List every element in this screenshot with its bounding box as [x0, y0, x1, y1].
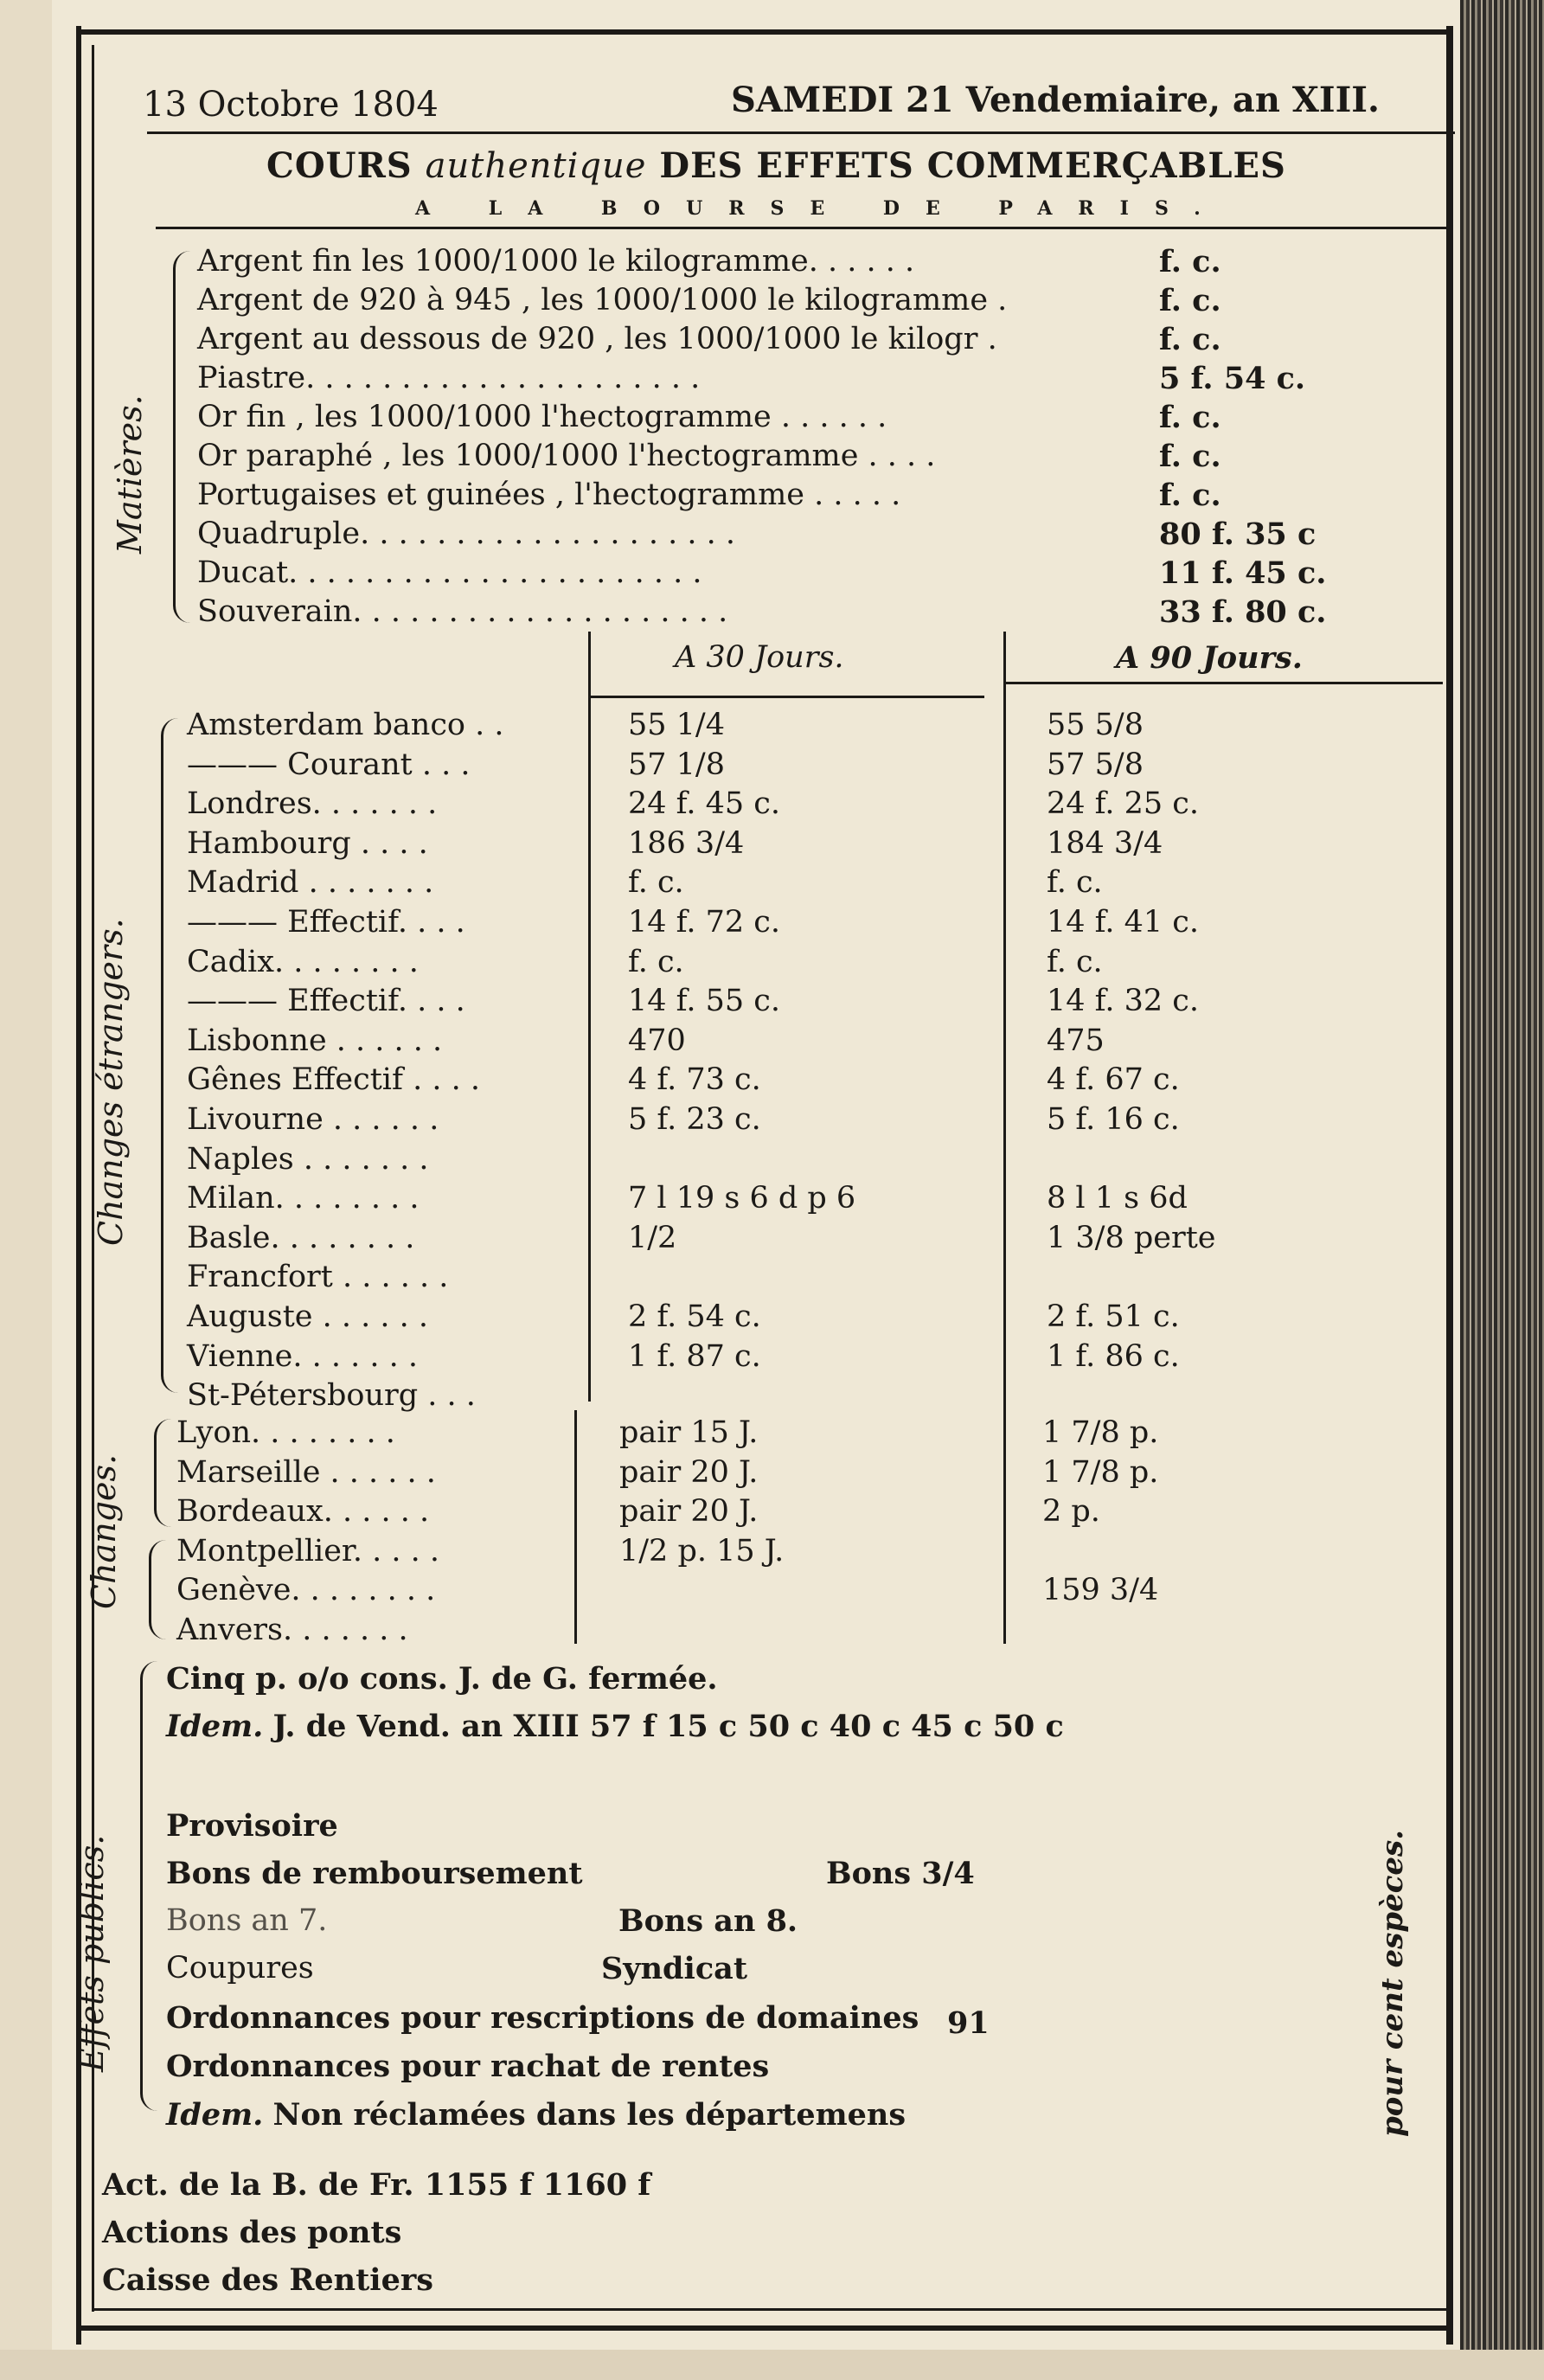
- matiere-value: 80 f. 35 c: [1159, 516, 1317, 552]
- page-bottom-margin: [0, 2350, 1544, 2380]
- effets-ordonnances-domaines: Ordonnances pour rescriptions de domaines: [166, 2000, 919, 2036]
- matiere-value: f. c.: [1159, 322, 1221, 357]
- change-etranger-30j: f. c.: [628, 944, 684, 979]
- change-30j: 1/2 p. 15 J.: [619, 1533, 785, 1568]
- change-etranger-90j: 2 f. 51 c.: [1047, 1299, 1180, 1334]
- change-etranger-30j: 4 f. 73 c.: [628, 1062, 761, 1098]
- change-etranger-label: Auguste . . . . . .: [187, 1299, 429, 1334]
- header-rule: [147, 132, 1455, 134]
- change-label: Anvers. . . . . . .: [176, 1613, 408, 1647]
- col30-header: A 30 Jours.: [675, 640, 844, 675]
- footer-caisse-rentiers: Caisse des Rentiers: [102, 2262, 434, 2298]
- brace-changes-1: [154, 1419, 172, 1527]
- change-90j: 159 3/4: [1042, 1573, 1159, 1608]
- change-etranger-90j: 14 f. 32 c.: [1047, 984, 1200, 1019]
- change-90j: 1 7/8 p.: [1042, 1454, 1159, 1490]
- col90-header-rule: [1006, 682, 1443, 684]
- side-label-changes-etrangers: Changes étrangers.: [92, 918, 130, 1246]
- page-gutter: [0, 0, 52, 2380]
- matiere-label: Argent fin les 1000/1000 le kilogramme. . . . . .: [197, 244, 915, 279]
- effets-ordonnances-rentes: Ordonnances pour rachat de rentes: [166, 2049, 770, 2084]
- matiere-value: f. c.: [1159, 439, 1221, 474]
- matiere-value: f. c.: [1159, 283, 1221, 318]
- title-rule: [156, 227, 1453, 229]
- change-etranger-label: St-Pétersbourg . . .: [187, 1378, 476, 1414]
- title-part-effets: DES EFFETS COMMERÇABLES: [659, 145, 1286, 186]
- change-etranger-30j: 470: [628, 1023, 686, 1058]
- matiere-label: Piastre. . . . . . . . . . . . . . . . . . . . .: [197, 361, 701, 395]
- effets-provisoire: Provisoire: [166, 1808, 338, 1844]
- change-etranger-90j: 1 f. 86 c.: [1047, 1338, 1180, 1374]
- change-etranger-label: Londres. . . . . . .: [187, 786, 438, 822]
- change-etranger-label: Francfort . . . . . .: [187, 1260, 449, 1295]
- change-etranger-label: Cadix. . . . . . . .: [187, 944, 419, 979]
- change-etranger-30j: 57 1/8: [628, 747, 725, 782]
- non-reclamees-text: Non réclamées dans les départemens: [272, 2097, 907, 2133]
- title-part-authentique: authentique: [425, 146, 647, 186]
- side-label-effets-publics: Effets publics.: [73, 1834, 111, 2072]
- frame-right: [1446, 26, 1453, 2345]
- change-etranger-label: Milan. . . . . . . .: [187, 1181, 420, 1216]
- change-etranger-90j: 57 5/8: [1047, 747, 1144, 782]
- change-etranger-30j: 14 f. 72 c.: [628, 905, 781, 940]
- change-etranger-30j: f. c.: [628, 865, 684, 901]
- effets-bons-an-7: Bons an 7.: [166, 1903, 328, 1938]
- change-etranger-label: Lisbonne . . . . . .: [187, 1023, 443, 1058]
- matiere-label: Argent au dessous de 920 , les 1000/1000 le kilogr .: [197, 322, 997, 356]
- side-label-matieres: Matières.: [111, 395, 149, 554]
- matiere-value: f. c.: [1159, 400, 1221, 435]
- page-title: [266, 145, 1286, 186]
- change-etranger-30j: 186 3/4: [628, 825, 745, 861]
- change-etranger-90j: 184 3/4: [1047, 825, 1163, 861]
- matiere-label: Quadruple. . . . . . . . . . . . . . . . . . . .: [197, 516, 735, 551]
- matiere-label: Or fin , les 1000/1000 l'hectogramme . . . . . .: [197, 400, 887, 434]
- change-etranger-90j: f. c.: [1047, 944, 1103, 979]
- matiere-label: Or paraphé , les 1000/1000 l'hectogramme . . . .: [197, 439, 936, 473]
- change-etranger-90j: 14 f. 41 c.: [1047, 905, 1200, 940]
- change-label: Marseille . . . . . .: [176, 1454, 436, 1490]
- effets-bons-remboursement: Bons de remboursement: [166, 1856, 583, 1891]
- effets-ordonnances-domaines-value: 91: [947, 2005, 990, 2041]
- matiere-value: 5 f. 54 c.: [1159, 361, 1306, 396]
- change-30j: pair 20 J.: [619, 1494, 759, 1530]
- effets-bons-3-4: Bons 3/4: [826, 1856, 975, 1891]
- change-label: Lyon. . . . . . . .: [176, 1415, 395, 1450]
- change-etranger-90j: 55 5/8: [1047, 708, 1144, 742]
- change-etranger-label: Naples . . . . . . .: [187, 1141, 429, 1177]
- change-etranger-90j: 475: [1047, 1023, 1105, 1058]
- effets-syndicat: Syndicat: [601, 1951, 747, 1986]
- frame-top: [76, 29, 1451, 35]
- change-etranger-90j: 4 f. 67 c.: [1047, 1062, 1180, 1098]
- matiere-label: Souverain. . . . . . . . . . . . . . . . . . . .: [197, 594, 728, 629]
- change-30j: pair 20 J.: [619, 1454, 759, 1490]
- change-etranger-90j: 8 l 1 s 6d: [1047, 1181, 1188, 1216]
- side-label-changes: Changes.: [85, 1453, 123, 1609]
- page-edges: [1460, 0, 1544, 2380]
- change-etranger-label: ——— Effectif. . . .: [187, 984, 465, 1019]
- idem-label-2: Idem.: [166, 2097, 264, 2133]
- matiere-value: f. c.: [1159, 244, 1221, 279]
- footer-actions-ponts: Actions des ponts: [102, 2215, 402, 2250]
- column-divider-left-lower: [574, 1410, 577, 1644]
- col30-header-rule: [591, 696, 984, 698]
- change-etranger-90j: f. c.: [1047, 865, 1103, 901]
- brace-matieres: [173, 251, 193, 623]
- side-label-pour-cent: pour cent espèces.: [1375, 1829, 1410, 2137]
- change-etranger-30j: 55 1/4: [628, 708, 725, 742]
- brace-changes-2: [149, 1540, 167, 1639]
- change-etranger-90j: 24 f. 25 c.: [1047, 786, 1200, 822]
- change-etranger-90j: 5 f. 16 c.: [1047, 1102, 1180, 1137]
- effets-coupures: Coupures: [166, 1951, 314, 1985]
- header-date: 13 Octobre 1804: [143, 85, 439, 125]
- brace-changes-etrangers: [161, 718, 181, 1393]
- effets-idem-non-reclamees: [166, 2097, 906, 2133]
- change-etranger-label: ——— Courant . . .: [187, 747, 471, 782]
- change-label: Bordeaux. . . . . .: [176, 1494, 430, 1530]
- change-etranger-30j: 5 f. 23 c.: [628, 1102, 761, 1137]
- column-divider-mid: [1003, 632, 1006, 1644]
- change-etranger-label: ——— Effectif. . . .: [187, 905, 465, 940]
- effets-line-idem-vend: [166, 1709, 1064, 1744]
- change-etranger-label: Hambourg . . . .: [187, 825, 428, 861]
- change-label: Genève. . . . . . . .: [176, 1573, 436, 1608]
- frame-bottom: [76, 2325, 1451, 2331]
- change-etranger-30j: 2 f. 54 c.: [628, 1299, 761, 1334]
- matiere-value: f. c.: [1159, 478, 1221, 513]
- change-label: Montpellier. . . . .: [176, 1533, 439, 1568]
- brace-effets-publics: [140, 1661, 160, 2111]
- inner-frame-bottom: [92, 2308, 1446, 2311]
- change-etranger-label: Basle. . . . . . . .: [187, 1220, 415, 1255]
- matiere-label: Ducat. . . . . . . . . . . . . . . . . . . . . .: [197, 555, 702, 590]
- change-etranger-90j: 1 3/8 perte: [1047, 1220, 1216, 1255]
- change-etranger-30j: 24 f. 45 c.: [628, 786, 781, 822]
- effets-bons-an-8: Bons an 8.: [618, 1903, 798, 1939]
- change-etranger-label: Livourne . . . . . .: [187, 1102, 439, 1137]
- change-etranger-label: Gênes Effectif . . . .: [187, 1062, 480, 1098]
- change-etranger-label: Madrid . . . . . . .: [187, 865, 434, 901]
- matiere-value: 11 f. 45 c.: [1159, 555, 1327, 591]
- change-90j: 2 p.: [1042, 1494, 1100, 1530]
- matiere-value: 33 f. 80 c.: [1159, 594, 1327, 630]
- change-90j: 1 7/8 p.: [1042, 1415, 1159, 1450]
- col90-header: A 90 Jours.: [1116, 640, 1303, 676]
- column-divider-left: [588, 632, 591, 1402]
- change-etranger-30j: 1 f. 87 c.: [628, 1338, 761, 1374]
- change-etranger-label: Amsterdam banco . .: [187, 708, 504, 742]
- matiere-label: Argent de 920 à 945 , les 1000/1000 le kilogramme .: [197, 283, 1008, 318]
- idem-vend-values: J. de Vend. an XIII 57 f 15 c 50 c 40 c 45 c 50 c: [272, 1709, 1064, 1744]
- matiere-label: Portugaises et guinées , l'hectogramme . . . . .: [197, 478, 901, 512]
- change-etranger-label: Vienne. . . . . . .: [187, 1338, 418, 1374]
- change-30j: pair 15 J.: [619, 1415, 759, 1450]
- change-etranger-30j: 1/2: [628, 1220, 677, 1255]
- idem-label-1: Idem.: [166, 1709, 264, 1744]
- footer-actions-banque: Act. de la B. de Fr. 1155 f 1160 f: [102, 2167, 651, 2203]
- change-etranger-30j: 14 f. 55 c.: [628, 984, 781, 1019]
- header-day: SAMEDI 21 Vendemiaire, an XIII.: [731, 80, 1380, 120]
- effets-line-cinq: Cinq p. o/o cons. J. de G. fermée.: [166, 1661, 718, 1697]
- change-etranger-30j: 7 l 19 s 6 d p 6: [628, 1181, 856, 1216]
- title-part-cours: COURS: [266, 145, 413, 186]
- page-subtitle: A LA BOURSE DE PARIS.: [415, 197, 1227, 220]
